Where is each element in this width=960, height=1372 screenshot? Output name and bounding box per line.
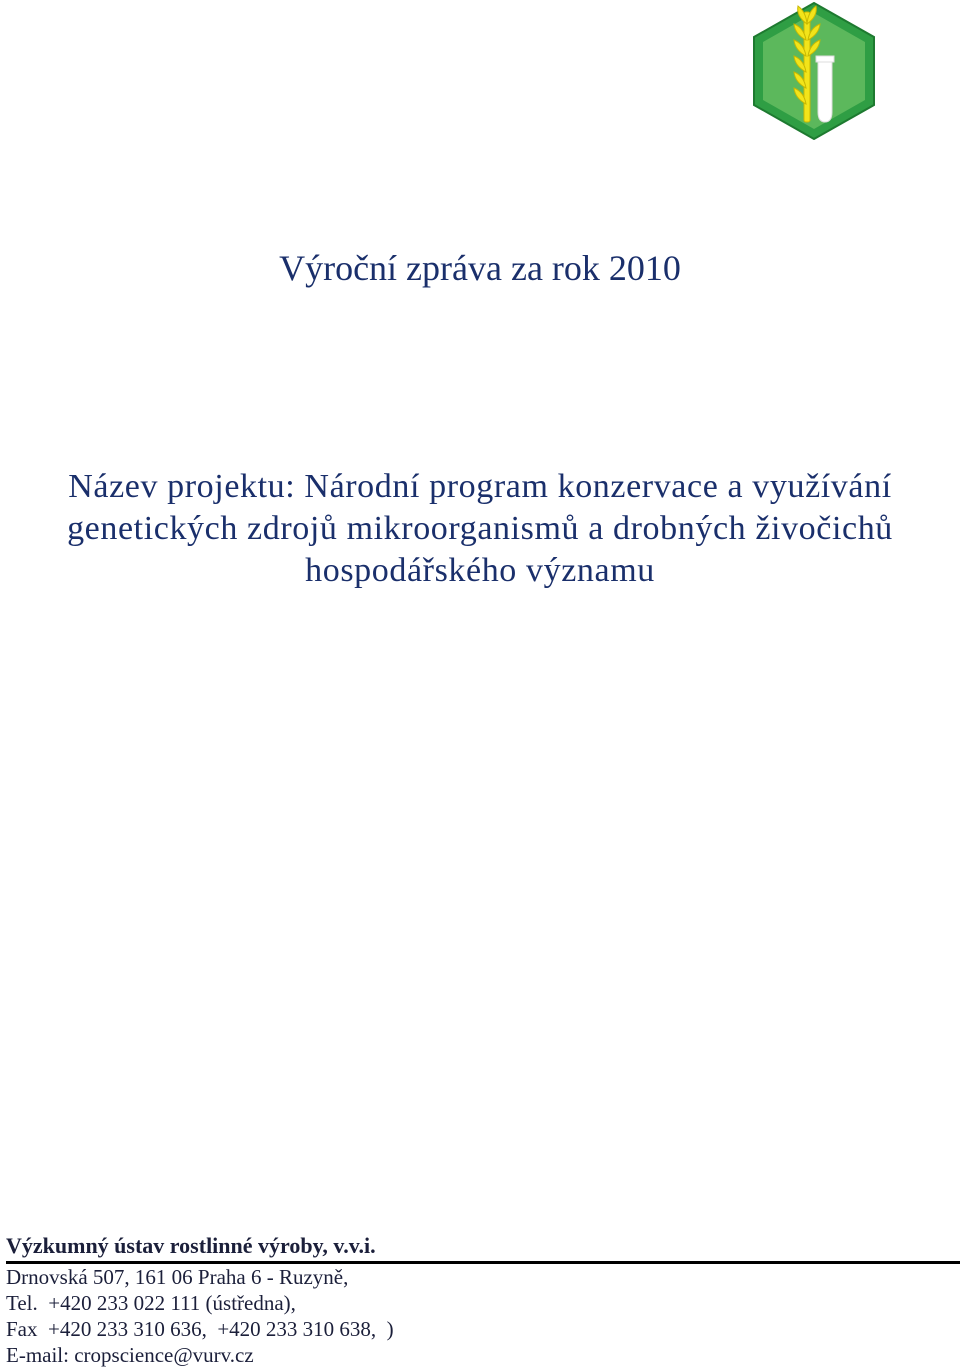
institute-address: Drnovská 507, 161 06 Praha 6 - Ruzyně, bbox=[6, 1265, 349, 1289]
institute-name: Výzkumný ústav rostlinné výroby, v.v.i. bbox=[6, 1232, 960, 1264]
project-title-line-3: hospodářského významu bbox=[305, 552, 655, 589]
institute-email[interactable]: E-mail: cropscience@vurv.cz bbox=[6, 1343, 254, 1367]
institute-logo bbox=[752, 2, 876, 140]
institute-fax: Fax +420 233 310 636, +420 233 310 638, ) bbox=[6, 1317, 394, 1341]
report-title: Výroční zpráva za rok 2010 bbox=[279, 248, 681, 288]
institute-contact-block bbox=[6, 1232, 960, 1368]
project-title bbox=[0, 466, 960, 592]
test-tube-icon bbox=[816, 56, 834, 122]
institute-phone: Tel. +420 233 022 111 (ústředna), bbox=[6, 1291, 296, 1315]
project-title-line-2: genetických zdrojů mikroorganismů a drobných živočichů bbox=[67, 510, 893, 547]
project-title-line-1: Název projektu: Národní program konzervace a využívání bbox=[68, 468, 892, 505]
